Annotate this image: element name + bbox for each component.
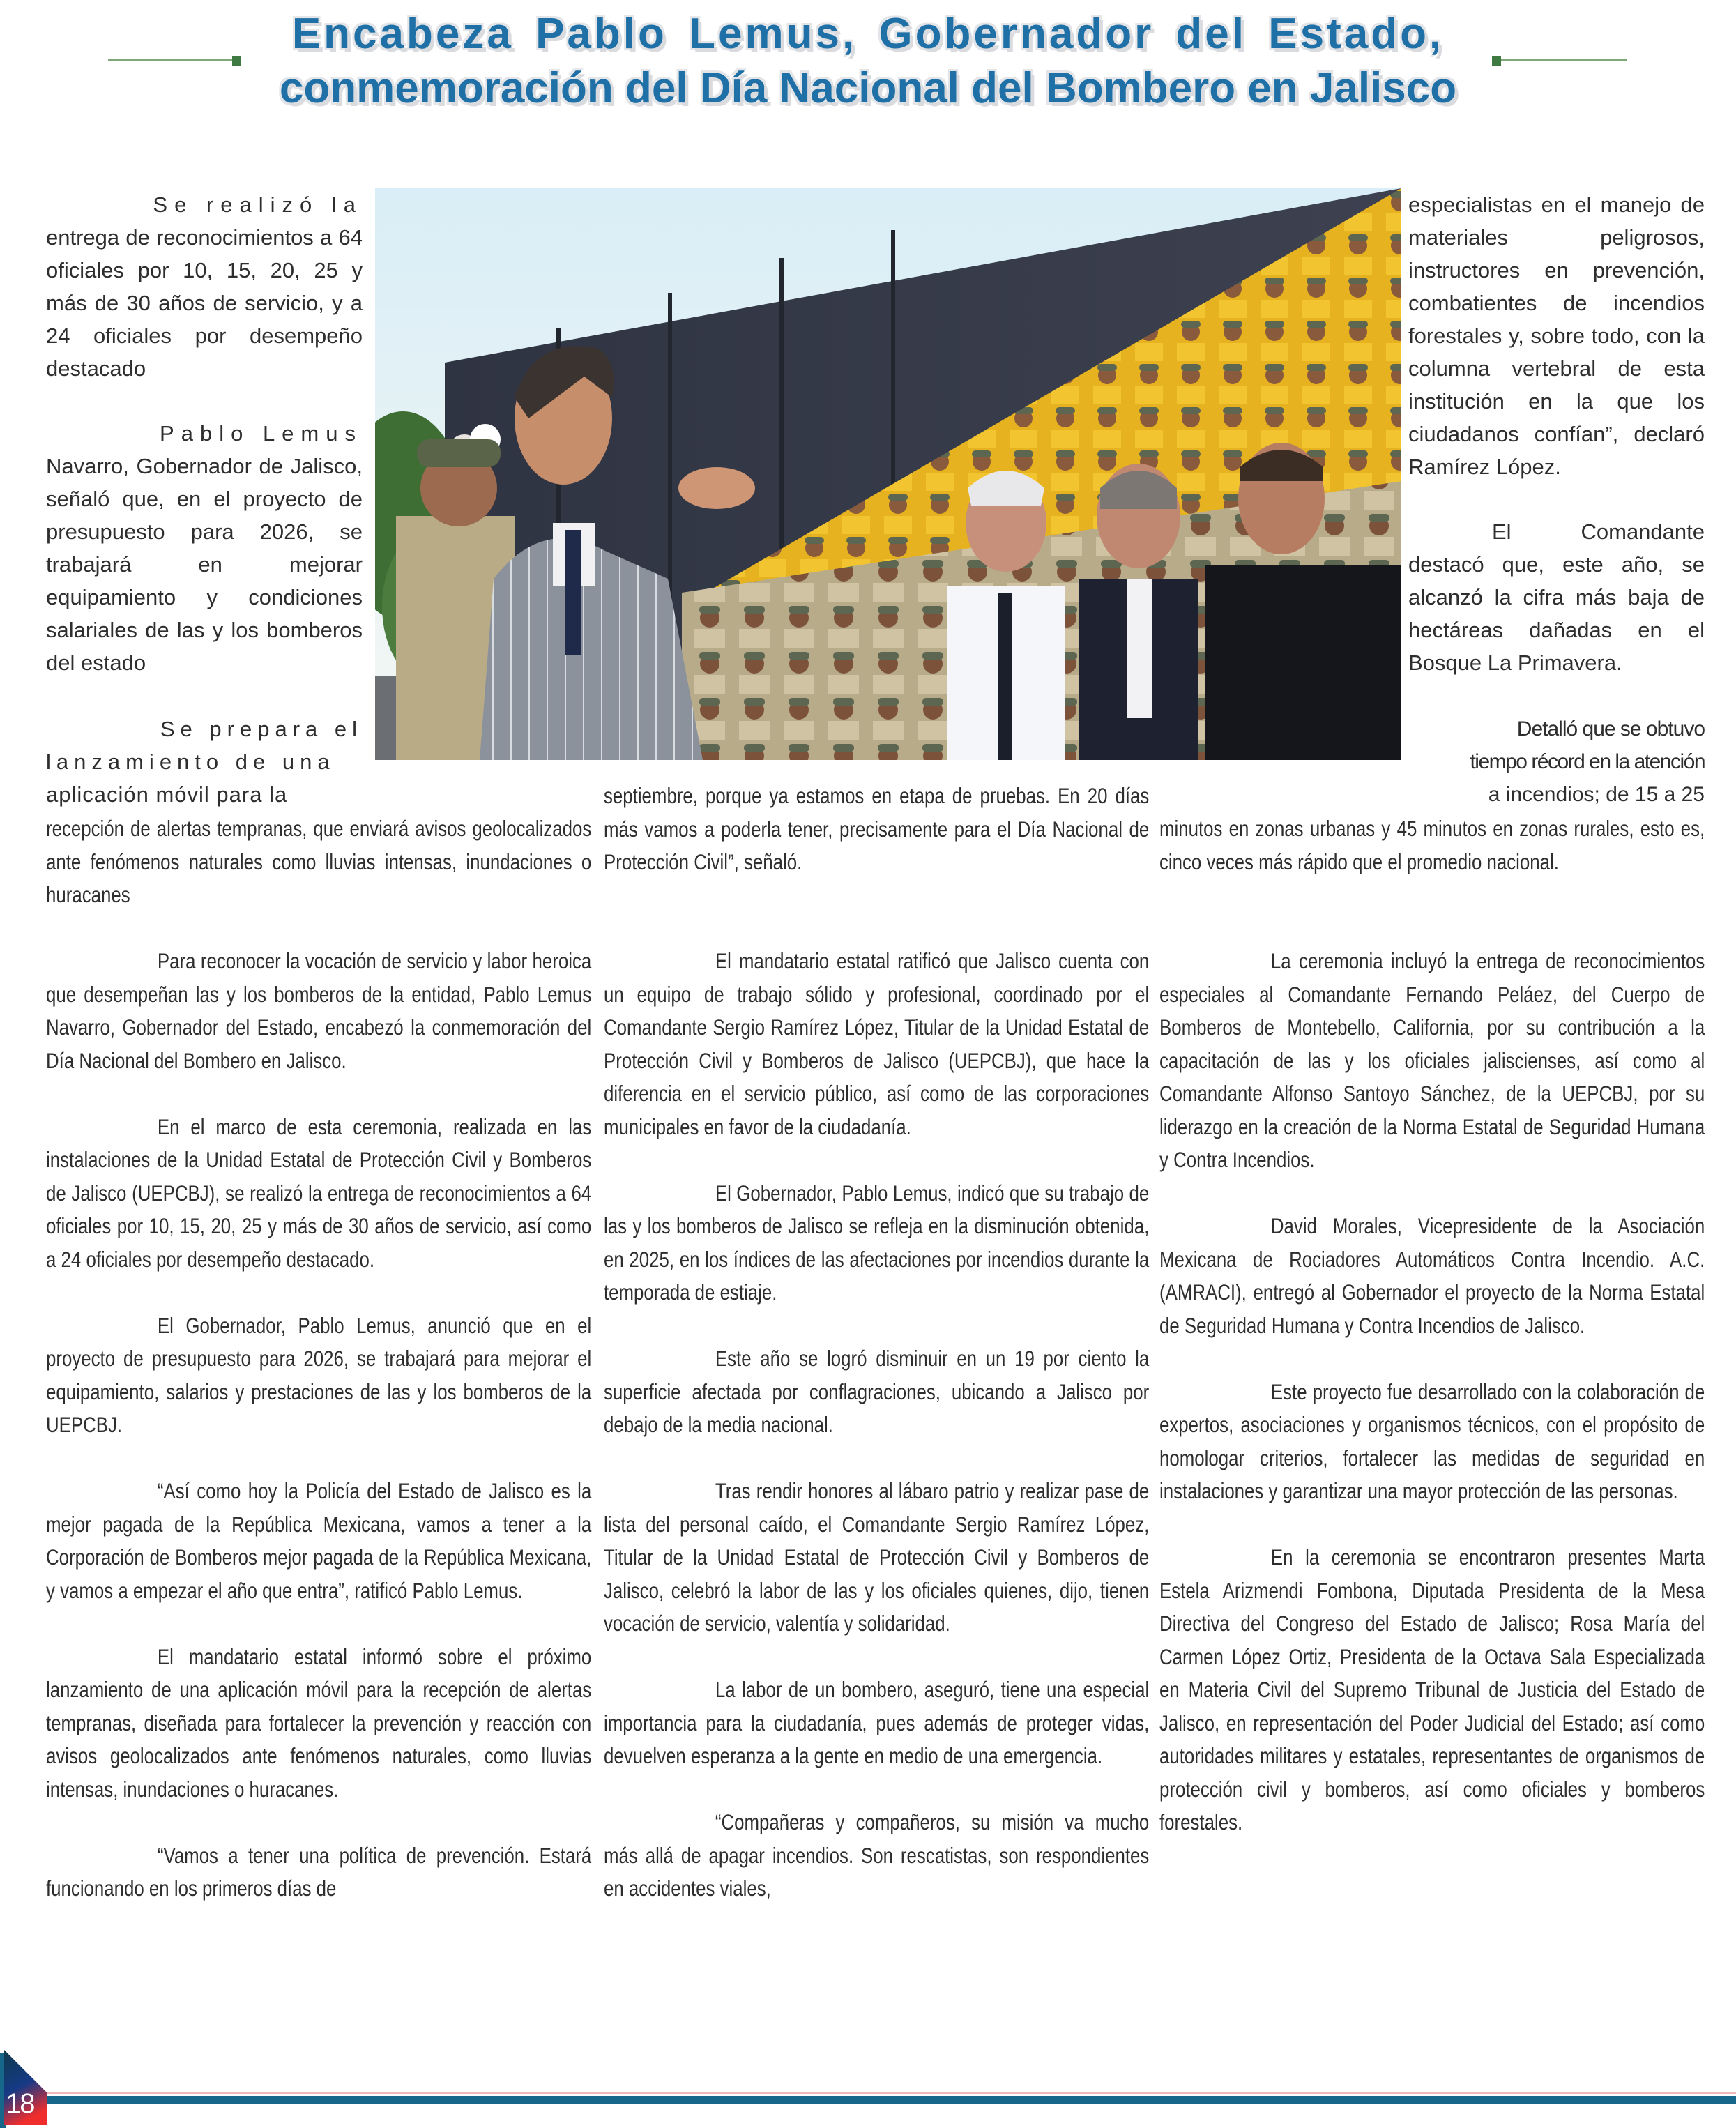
intro-right-paragraph-1: especialistas en el manejo de materiales peligrosos, instructores en prevención, combatientes de incendios forestales y, sobre todo, con la columna vertebral de esta institución en la que los ciudadanos confían”, declaró Ramírez López.	[1408, 192, 1705, 479]
column-2-paragraph: El mandatario estatal ratificó que Jalisco cuenta con un equipo de trabajo sólido y profesional, coordinado por el Comandante Sergio Ramírez López, Titular de la Unidad Estatal de Protección Civil y Bomberos de Jalisco (UEPCBJ), que hace la diferencia en el servicio público, así como de las corporaciones municipales en favor de la ciudadanía.	[604, 948, 1150, 1139]
intro-right-p3-body: minutos en zonas urbanas y 45 minutos en zonas rurales, esto es, cinco veces más rápido que el promedio nacional.	[1159, 816, 1705, 874]
article-column-2	[604, 945, 1149, 1938]
footer-rule-blue	[0, 2096, 1736, 2104]
headline-line-1: Encabeza Pablo Lemus, Gobernador del Estado,	[291, 10, 1445, 58]
column-2-paragraph: Tras rendir honores al lábaro patrio y realizar pase de lista del personal caído, el Comandante Sergio Ramírez López, Titular de la Unidad Estatal de Protección Civil y Bomberos de Jalisco, celebró la labor de las y los oficiales quienes, dijo, tienen vocación de servicio, valentía y solidaridad.	[604, 1478, 1150, 1636]
header-rule-left	[108, 59, 232, 61]
column-2-paragraph: La labor de un bombero, aseguró, tiene una especial importancia para la ciudadanía, pues además de proteger vidas, devuelven esperanza a la gente en medio de una emergencia.	[604, 1677, 1150, 1768]
footer-rule-pink	[0, 2092, 1736, 2094]
intro-left-p3-line3: aplicación móvil para la	[46, 782, 288, 807]
column-2-paragraph: El Gobernador, Pablo Lemus, indicó que su trabajo de las y los bomberos de Jalisco se refleja en la disminución obtenida, en 2025, en los índices de las afectaciones por incendios durante la temporada de estiaje.	[604, 1180, 1150, 1305]
intro-left-p2-lead: Pablo Lemus	[160, 421, 363, 446]
column-3-paragraph: En la ceremonia se encontraron presentes Marta Estela Arizmendi Fombona, Diputada Presidenta de la Mesa Directiva del Congreso del Estado de Jalisco; Rosa María del Carmen López Ortiz, Presidenta de la Octava Sala Especializada en Materia Civil del Supremo Tribunal de Justicia del Estado de Jalisco, en representación del Poder Judicial del Estado; así como autoridades militares y estatales, representantes de organismos de protección civil y bomberos, así como oficiales y bomberos forestales.	[1159, 1544, 1705, 1834]
column-1-paragraph: El mandatario estatal informó sobre el próximo lanzamiento de una aplicación móvil para la recepción de alertas tempranas, diseñada para fortalecer la prevención y reacción con avisos geolocalizados ante fenómenos naturales, como lluvias intensas, inundaciones o huracanes.	[46, 1643, 592, 1802]
intro-left-column	[46, 188, 363, 711]
column-2-paragraph: Este año se logró disminuir en un 19 por ciento la superficie afectada por conflagraciones, ubicando a Jalisco por debajo de la media nacional.	[604, 1346, 1150, 1437]
intro-right-column	[1408, 188, 1705, 711]
article-column-1-inner	[46, 945, 591, 1906]
intro-left-p1-body: entrega de reconocimientos a 64 oficiales por 10, 15, 20, 25 y más de 30 años de servicio, y a 24 oficiales por desempeño destacado	[46, 225, 363, 381]
article-column-3	[1159, 945, 1705, 1872]
column-1-paragraph: Para reconocer la vocación de servicio y labor heroica que desempeñan las y los bomberos de la entidad, Pablo Lemus Navarro, Gobernador del Estado, encabezó la conmemoración del Día Nacional del Bombero en Jalisco.	[46, 948, 592, 1073]
article-column-2-inner	[604, 945, 1149, 1906]
header-rule-right	[1501, 59, 1627, 61]
intro-left-p1-lead: Se realizó la	[153, 192, 363, 217]
intro-left-p3-body: recepción de alertas tempranas, que enviará avisos geolocalizados ante fenómenos naturales como lluvias intensas, inundaciones o huracanes	[46, 816, 592, 907]
intro-left-p2-body: Navarro, Gobernador de Jalisco, señaló que, en el proyecto de presupuesto para 2026, se trabajará en mejorar equipamiento y condiciones salariales de las y los bomberos del estado	[46, 454, 363, 675]
header-rule-left-marker	[232, 56, 241, 66]
intro-right-paragraph-2: El Comandante destacó que, este año, se alcanzó la cifra más baja de hectáreas dañadas en el Bosque La Primavera.	[1408, 519, 1705, 675]
intro-right-p3-line1: Detalló que se obtuvo	[1516, 717, 1705, 740]
column-2-paragraph: “Compañeras y compañeros, su misión va mucho más allá de apagar incendios. Son rescatistas, son respondientes en accidentes viales,	[604, 1809, 1150, 1901]
column-3-paragraph: David Morales, Vicepresidente de la Asociación Mexicana de Rociadores Automáticos Contra Incendio. A.C. (AMRACI), entregó al Gobernador el proyecto de la Norma Estatal de Seguridad Humana y Contra Incendios de Jalisco.	[1159, 1213, 1705, 1338]
event-photo	[375, 188, 1401, 760]
column-3-paragraph: Este proyecto fue desarrollado con la colaboración de expertos, asociaciones y organismos técnicos, con el propósito de homologar criterios, fortalecer las medidas de seguridad en instalaciones y garantizar una mayor protección de las personas.	[1159, 1378, 1705, 1503]
middle-continuation-block	[604, 780, 1149, 879]
column-1-paragraph: “Así como hoy la Policía del Estado de Jalisco es la mejor pagada de la República Mexicana, vamos a tener a la Corporación de Bomberos mejor pagada de la República Mexicana, y vamos a empezar el año que entra”, ratificó Pablo Lemus.	[46, 1478, 592, 1603]
article-column-3-inner	[1159, 945, 1705, 1839]
column-1-paragraph: El Gobernador, Pablo Lemus, anunció que en el proyecto de presupuesto para 2026, se trabajará para mejorar el equipamiento, salarios y prestaciones de las y los bomberos de la UEPCBJ.	[46, 1312, 592, 1437]
intro-left-p3-line2: lanzamiento de una	[46, 750, 335, 774]
intro-left-paragraph-3-rest	[46, 812, 591, 917]
intro-left-paragraph-3-lead-block	[46, 713, 363, 811]
intro-left-paragraph-1	[46, 188, 363, 385]
column-3-paragraph: La ceremonia incluyó la entrega de reconocimientos especiales al Comandante Fernando Peláez, del Cuerpo de Bomberos de Montebello, California, por su contribución a la capacitación de las y los oficiales jaliscienses, así como al Comandante Alfonso Santoyo Sánchez, de la UEPCBJ, por su liderazgo en la creación de la Norma Estatal de Seguridad Humana y Contra Incendios.	[1159, 948, 1705, 1172]
photo-icon	[375, 188, 1401, 760]
header-rule-right-marker	[1492, 56, 1501, 66]
intro-right-p3-line2: tiempo récord en la atención	[1470, 750, 1705, 773]
column-1-paragraph: En el marco de esta ceremonia, realizada en las instalaciones de la Unidad Estatal de Protección Civil y Bomberos de Jalisco (UEPCBJ), se realizó la entrega de reconocimientos a 64 oficiales por 10, 15, 20, 25 y más de 30 años de servicio, así como a 24 oficiales por desempeño destacado.	[46, 1114, 592, 1272]
page-number: 18	[6, 2088, 34, 2119]
headline-line-2: conmemoración del Día Nacional del Bombero en Jalisco	[279, 64, 1457, 112]
intro-left-paragraph-2	[46, 417, 363, 679]
intro-right-paragraph-3-lead-block	[1408, 713, 1705, 811]
intro-right-p3-line3: a incendios; de 15 a 25	[1488, 783, 1705, 806]
intro-right-paragraph-3-rest	[1159, 812, 1705, 879]
article-column-1	[46, 945, 591, 1938]
intro-left-p3-lead: Se prepara el	[160, 717, 363, 741]
middle-continuation-text: septiembre, porque ya estamos en etapa de pruebas. En 20 días más vamos a poderla tener, precisamente para el Día Nacional de Protección Civil”, señaló.	[604, 783, 1150, 874]
column-1-paragraph: “Vamos a tener una política de prevención. Estará funcionando en los primeros días de	[46, 1842, 592, 1901]
